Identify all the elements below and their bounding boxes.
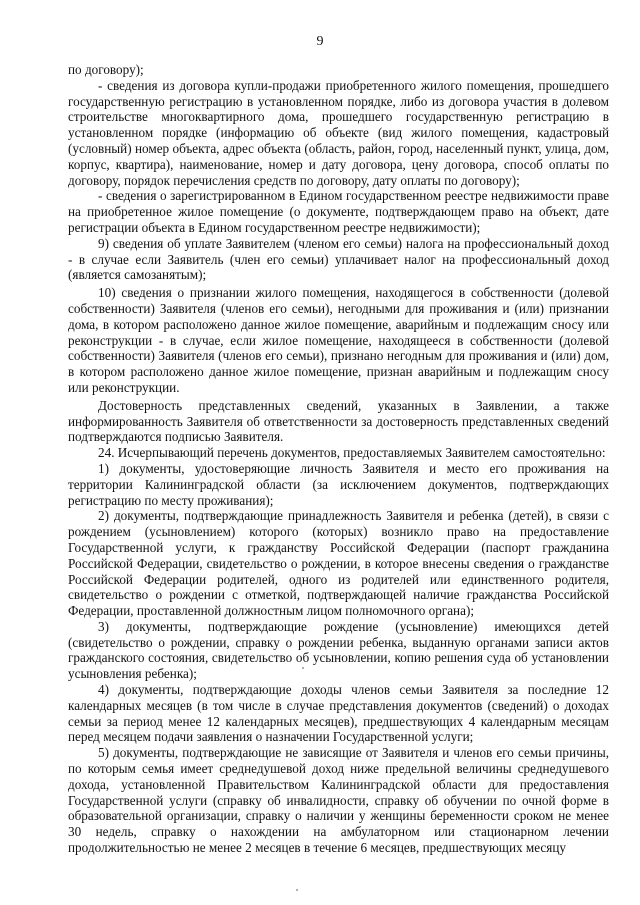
- paragraph: - сведения из договора купли-продажи приобретенного жилого помещения, прошедшего государственную регистрацию в установленном порядке, либо из договора участия в долевом строительстве многоквартирного дома, прошедшего государственную регистрацию в установленном порядке (информацию об объекте (вид жилого помещения, кадастровый (условный) номер объекта, адрес объекта (область, район, город, населенный пункт, улица, дом, корпус, квартира), наименование, номер и дату договора, цену договора, способ оплаты по договору, порядок перечисления средств по договору, дату оплаты по договору);: [68, 77, 609, 188]
- document-body: [68, 62, 609, 856]
- scan-speck: [302, 667, 304, 669]
- paragraph: Достоверность представленных сведений, указанных в Заявлении, а также информированность Заявителя об ответственности за достоверность представленных сведений подтверждаются подписью Заявителя.: [68, 397, 609, 445]
- paragraph: 4) документы, подтверждающие доходы членов семьи Заявителя за последние 12 календарных месяцев (в том числе в случае представления документов (сведений) о доходах семьи за период менее 12 календарных месяцев), предшествующих 4 календарным месяцам перед месяцем подачи заявления о назначении Государственной услуги;: [68, 682, 609, 745]
- paragraph: 1) документы, удостоверяющие личность Заявителя и место его проживания на территории Калининградской области (за исключением документов, подтверждающих регистрацию по месту проживания);: [68, 460, 609, 508]
- paragraph: - сведения о зарегистрированном в Едином государственном реестре недвижимости праве на приобретенное жилое помещение (о документе, подтверждающем право на объект, дате регистрации объекта в Едином государственном реестре недвижимости);: [68, 188, 609, 235]
- paragraph: 10) сведения о признании жилого помещения, находящегося в собственности (долевой собственности) Заявителя (членов его семьи), негодными для проживания и (или) признании дома, в котором расположено данное жилое помещение, аварийным и подлежащим сносу или реконструкции - в случае, если жилое помещение, находящееся в собственности (долевой собственности) Заявителя (членов его семьи), признано негодным для проживания и (или) дом, в котором расположено данное жилое помещение, признан аварийным и подлежащим сносу или реконструкции.: [68, 285, 609, 395]
- page-number: 9: [316, 34, 324, 49]
- paragraph: 5) документы, подтверждающие не зависящие от Заявителя и членов его семьи причины, по которым семья имеет среднедушевой доход ниже предельной величины среднедушевого дохода, установленной Правительством Калининградской области для предоставления Государственной услуги (справку об инвалидности, справку об обучении по очной форме в образовательной организации, справку о наличии у женщины беременности сроком не менее 30 недель, справку о нахождении на амбулаторном или стационарном лечении продолжительностью не менее 2 месяцев в течение 6 месяцев, предшествующих месяцу: [68, 745, 609, 856]
- paragraph: 3) документы, подтверждающие рождение (усыновление) имеющихся детей (свидетельство о рождении, справку о рождении ребенка, выданную органами записи актов гражданского состояния, свидетельство об усыновлении, копию решения суда об установлении усыновления ребенка);: [68, 618, 609, 682]
- paragraph: 2) документы, подтверждающие принадлежность Заявителя и ребенка (детей), в связи с рождением (усыновлением) которого (которых) возникло право на предоставление Государственной услуги, к гражданству Российской Федерации (паспорт гражданина Российской Федерации, свидетельство о рождении, в которое внесены сведения о гражданстве Российской Федерации родителей, одного из родителей или единственного родителя, свидетельство о рождении с отметкой, подтверждающей наличие гражданства Российской Федерации, проставленной должностным лицом полномочного органа);: [68, 508, 609, 619]
- paragraph: 9) сведения об уплате Заявителем (членом его семьи) налога на профессиональный доход - в случае если Заявитель (член его семьи) уплачивает налог на профессиональный доход (является самозанятым);: [68, 235, 609, 283]
- paragraph: 24. Исчерпывающий перечень документов, предоставляемых Заявителем самостоятельно:: [98, 445, 606, 461]
- paragraph: по договору);: [68, 62, 144, 77]
- scan-speck: [296, 889, 298, 891]
